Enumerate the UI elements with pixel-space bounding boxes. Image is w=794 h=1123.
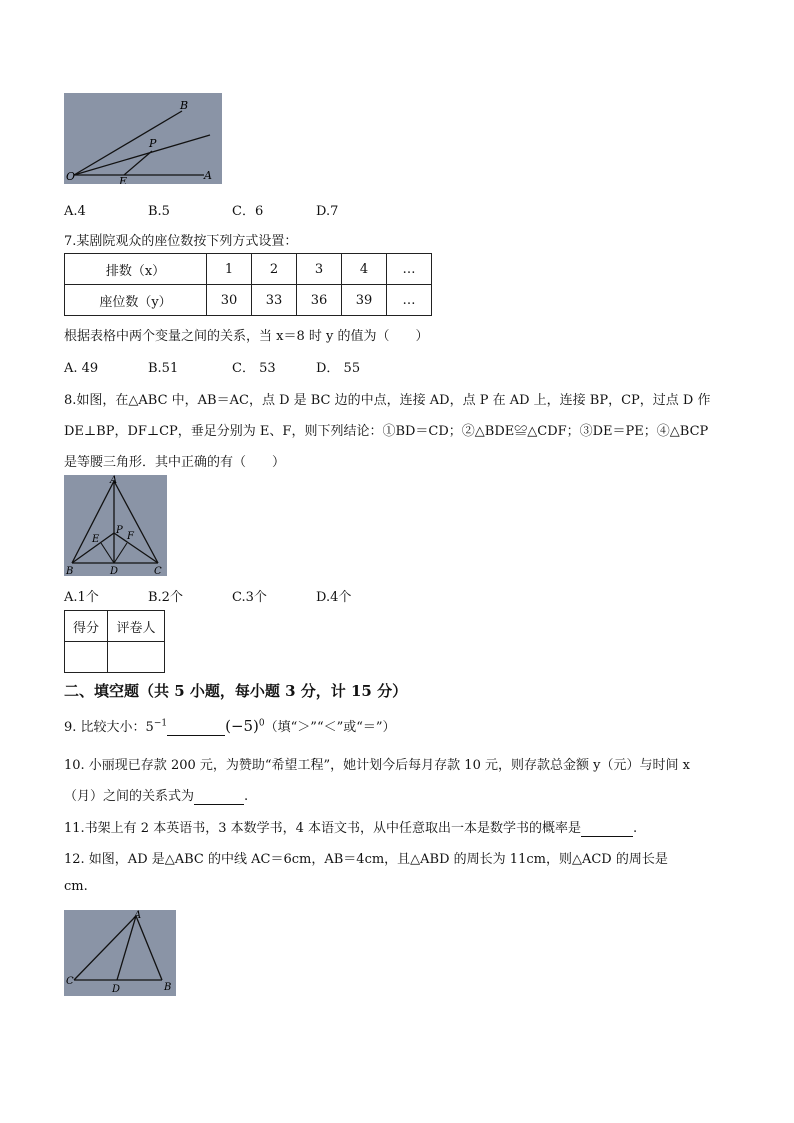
table-cell: 1 <box>207 254 252 285</box>
label-d: D <box>112 984 121 995</box>
table-cell: 4 <box>342 254 387 285</box>
q6-option-a[interactable]: A.4 <box>64 204 86 219</box>
q11 <box>64 817 637 837</box>
q7-question: 根据表格中两个变量之间的关系，当 x＝8 时 y 的值为（ ） <box>64 329 429 344</box>
q6-options <box>64 200 338 219</box>
q8-options <box>64 586 351 605</box>
q8-line2: DE⊥BP，DF⊥CP，垂足分别为 E、F，则下列结论：①BD＝CD；②△BDE≌△CDF；③DE＝PE；④△BCP <box>64 424 709 439</box>
q9-exponent2: 0 <box>258 718 265 729</box>
q8-line3: 是等腰三角形．其中正确的有（ ） <box>64 455 286 470</box>
q7-stem: 7.某剧院观众的座位数按下列方式设置： <box>64 234 298 249</box>
q8-option-b[interactable]: B.2个 <box>148 590 183 605</box>
table-cell: 36 <box>297 285 342 316</box>
table-row <box>65 285 432 316</box>
score-table <box>64 610 165 673</box>
q8-option-d[interactable]: D.4个 <box>316 590 352 605</box>
label-o: O <box>66 170 76 183</box>
label-e: E <box>92 534 100 545</box>
q10-text: （月）之间的关系式为 <box>64 789 195 804</box>
label-a: A <box>204 169 212 182</box>
q7-options <box>64 357 360 376</box>
q11-answer-blank[interactable] <box>581 821 633 837</box>
q9-suffix: （填“＞”“＜”或“＝”） <box>264 720 396 735</box>
section-title: 二、填空题（共 5 小题，每小题 3 分，计 15 分） <box>64 682 408 700</box>
label-a: A <box>134 910 142 921</box>
triangle-diagram <box>64 475 167 576</box>
q10-answer-blank[interactable] <box>194 789 244 805</box>
q6-option-c[interactable]: C．6 <box>232 204 264 219</box>
q11-text: 11.书架上有 2 本英语书，3 本数学书，4 本语文书，从中任意取出一本是数学书的概率是 <box>64 821 582 836</box>
table-header: 座位数（y） <box>65 285 207 316</box>
median-figure <box>64 910 176 996</box>
label-e: E <box>119 175 128 184</box>
q9-base: (−5) <box>225 717 259 735</box>
table-cell: … <box>387 254 432 285</box>
table-header: 排数（x） <box>65 254 207 285</box>
score-cell[interactable] <box>65 642 108 673</box>
median-diagram <box>64 910 176 996</box>
grader-header: 评卷人 <box>108 611 165 642</box>
q9-exponent: −1 <box>153 718 168 729</box>
table-row <box>65 254 432 285</box>
q9-answer-blank[interactable] <box>167 720 225 736</box>
table-cell: 33 <box>252 285 297 316</box>
label-c: C <box>66 976 74 987</box>
q10-end: . <box>244 789 249 804</box>
grader-cell[interactable] <box>108 642 165 673</box>
label-p: P <box>116 525 123 536</box>
q7-option-b[interactable]: B.51 <box>148 361 179 376</box>
table-row <box>65 642 165 673</box>
q6-option-d[interactable]: D.7 <box>316 204 339 219</box>
q10-line1: 10. 小丽现已存款 200 元，为赞助“希望工程”，她计划今后每月存款 10 元，则存款总金额 y（元）与时间 x <box>64 758 690 773</box>
q7-option-a[interactable]: A. 49 <box>64 361 99 376</box>
score-header: 得分 <box>65 611 108 642</box>
q9-prefix: 9. 比较大小：5 <box>64 720 154 735</box>
table-cell: 2 <box>252 254 297 285</box>
seat-table <box>64 253 432 316</box>
angle-figure <box>64 93 222 184</box>
q11-end: . <box>633 821 638 836</box>
table-cell: 39 <box>342 285 387 316</box>
q10-line2 <box>64 785 248 805</box>
q7-option-d[interactable]: D． 55 <box>316 361 361 376</box>
q12-line2: cm. <box>64 879 88 894</box>
table-cell: 3 <box>297 254 342 285</box>
table-cell: 30 <box>207 285 252 316</box>
label-b: B <box>66 566 74 576</box>
table-row <box>65 611 165 642</box>
q8-option-a[interactable]: A.1个 <box>64 590 99 605</box>
label-c: C <box>154 566 162 576</box>
label-d: D <box>110 566 119 576</box>
label-f: F <box>127 531 134 542</box>
q12-line1: 12. 如图，AD 是△ABC 的中线 AC＝6cm，AB＝4cm，且△ABD 的周长为 11cm，则△ACD 的周长是 <box>64 852 668 867</box>
angle-diagram <box>64 93 222 184</box>
q8-option-c[interactable]: C.3个 <box>232 590 267 605</box>
q8-line1: 8.如图，在△ABC 中，AB＝AC，点 D 是 BC 边的中点，连接 AD，点 P 在 AD 上，连接 BP，CP，过点 D 作 <box>64 393 711 408</box>
q7-option-c[interactable]: C． 53 <box>232 361 276 376</box>
q6-option-b[interactable]: B.5 <box>148 204 170 219</box>
label-b: B <box>180 99 189 112</box>
q9 <box>64 716 396 736</box>
label-a: A <box>110 475 118 486</box>
triangle-figure <box>64 475 167 576</box>
table-cell: … <box>387 285 432 316</box>
label-p: P <box>149 137 157 150</box>
label-b: B <box>164 982 172 993</box>
